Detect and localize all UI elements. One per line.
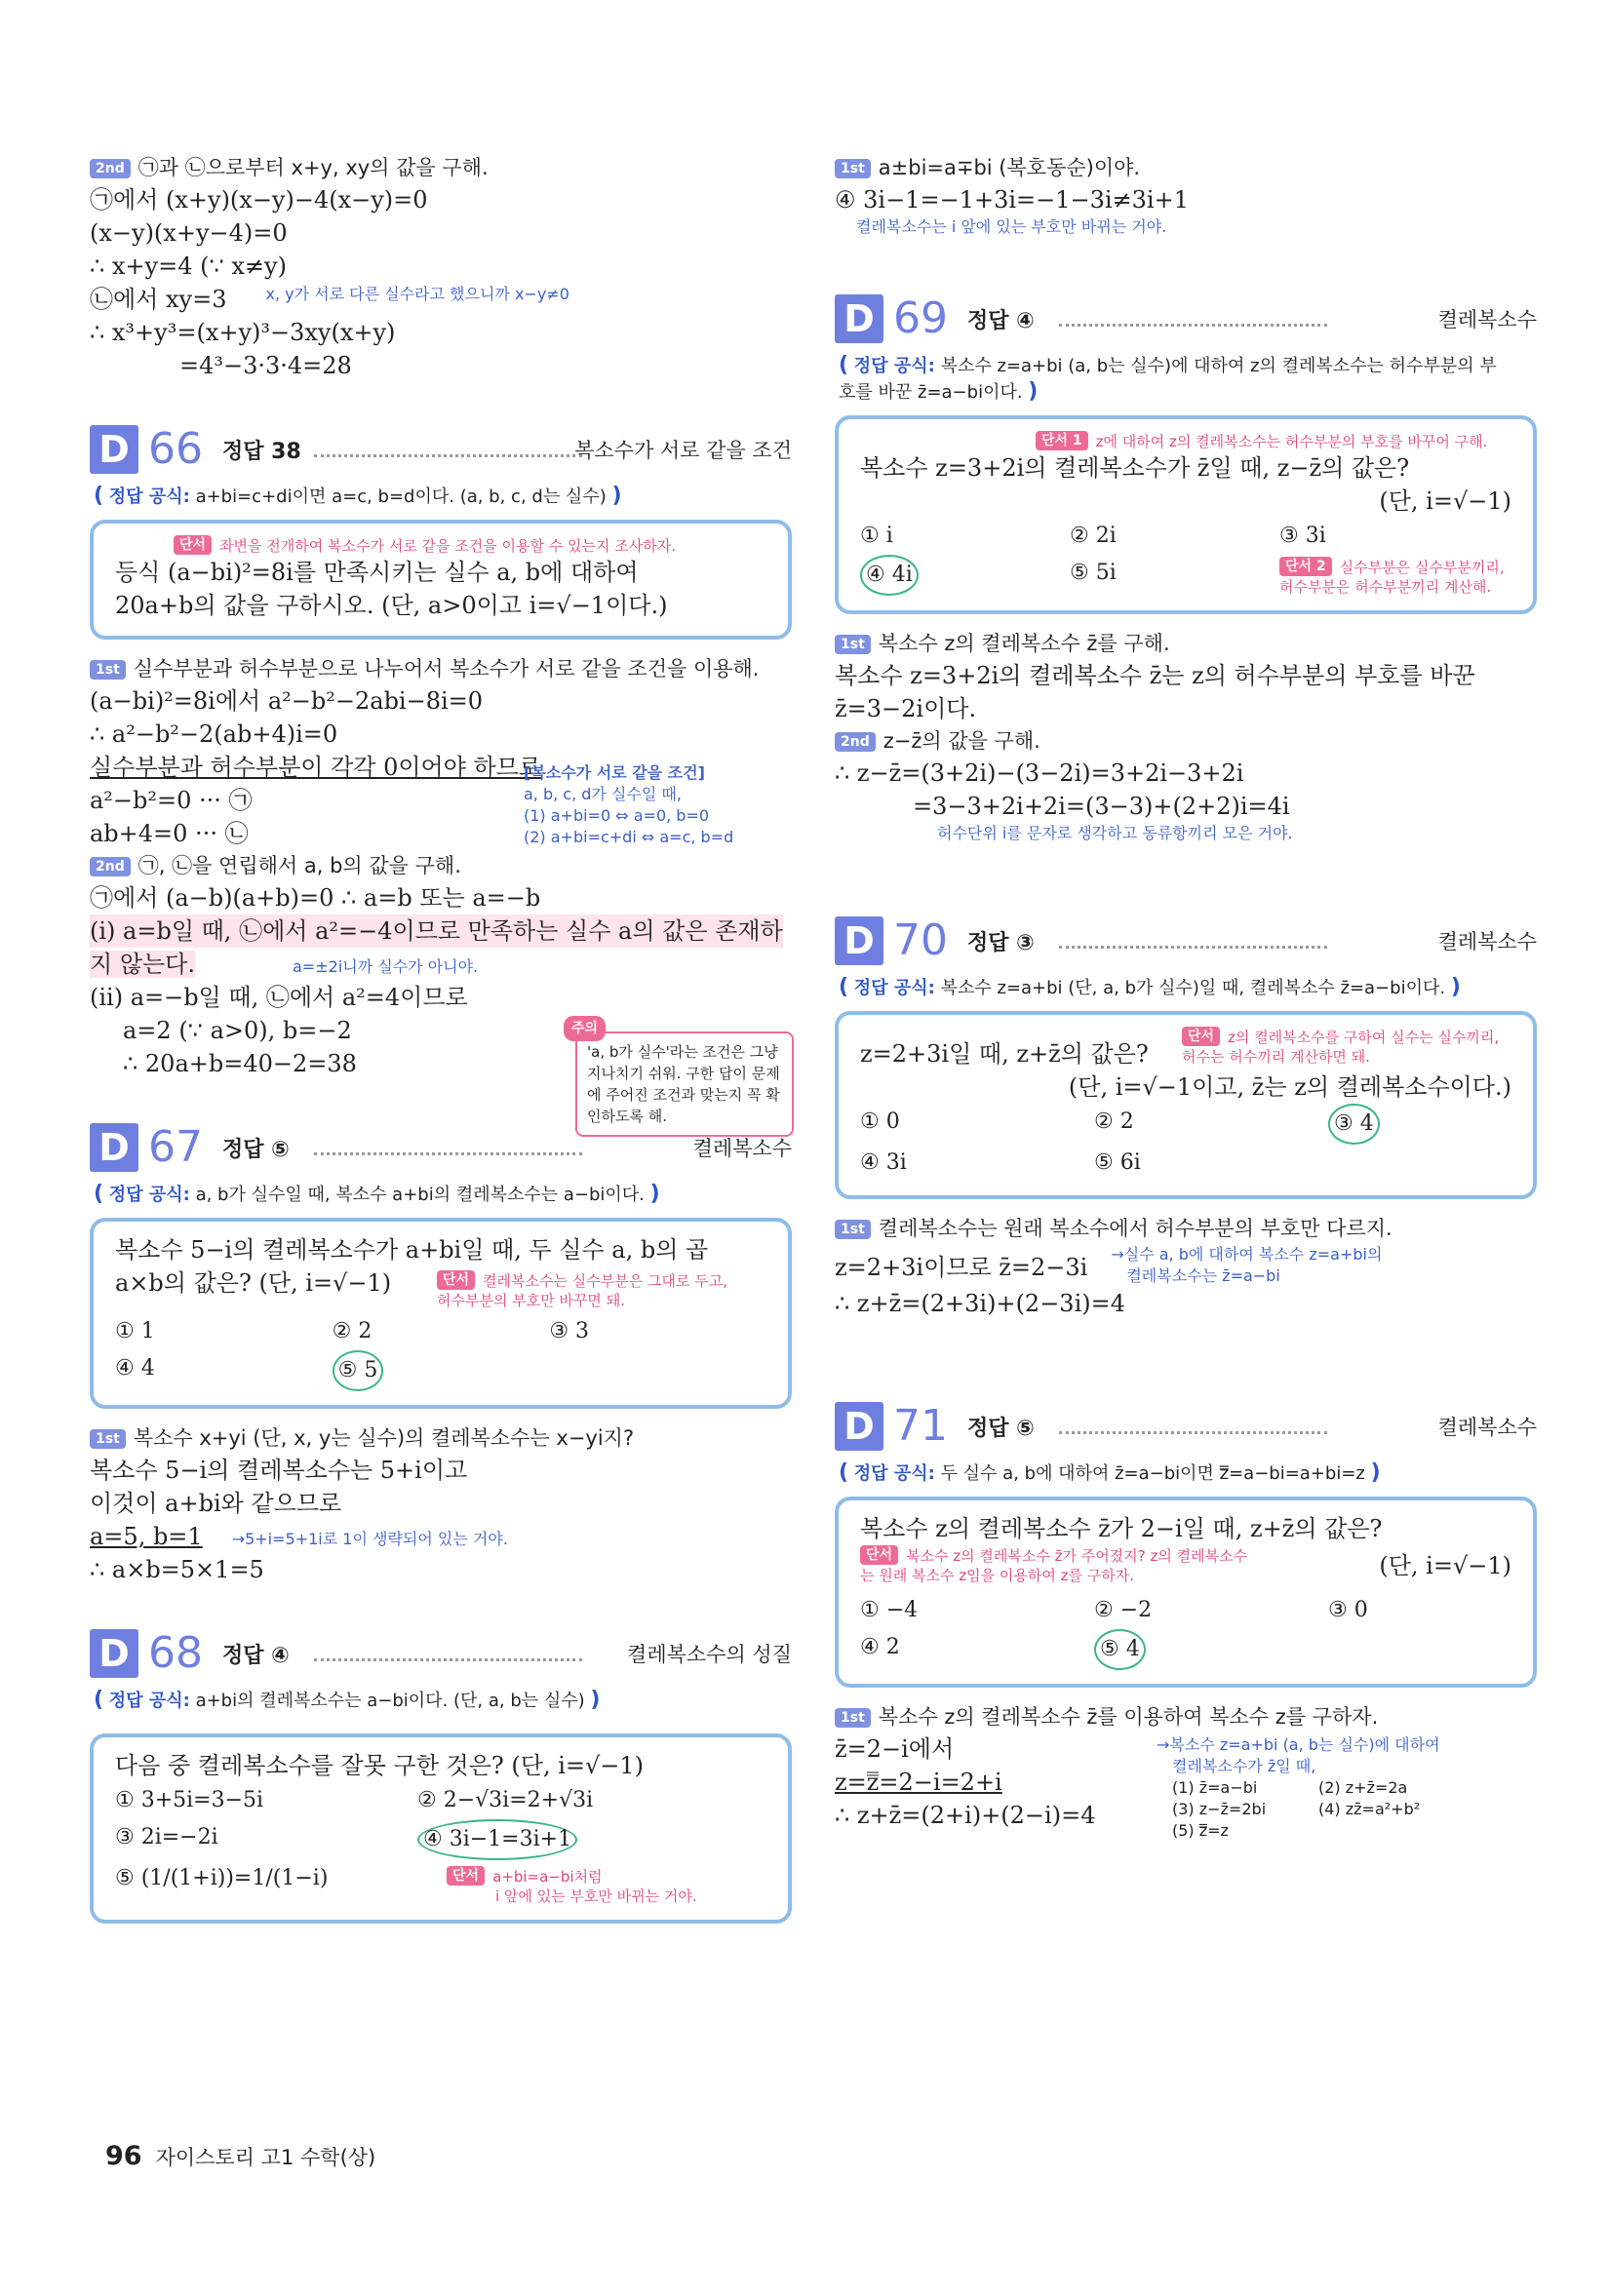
choice: ④ 4: [115, 1356, 155, 1381]
margin-note: →실수 a, b에 대하여 복소수 z=a+bi의 켤레복소수는 z̄=a−bi: [1111, 1245, 1383, 1285]
problem-number: 70: [893, 915, 948, 965]
question-box-67: [90, 1218, 792, 1409]
solution-line: a=5, b=1: [90, 1523, 203, 1550]
solution-line: ∴ z+z̄=(2+i)+(2−i)=4: [835, 1802, 1096, 1829]
solution-68-step1: 1st a±bi=a∓bi (복호동순)이야. ④ 3i−1=−1+3i=−1−3i≠3i+1 켤레복소수는 i 앞에 있는 부호만 바뀌는 거야.: [835, 152, 1537, 238]
problem-header-69: [835, 291, 1537, 351]
solution-line: z̄=3−2i이다.: [835, 695, 977, 722]
property-item: (2) z+z̄=2a: [1318, 1778, 1408, 1797]
choice: ⑤ 5i: [1070, 561, 1117, 585]
choice: ③ 3i: [1279, 524, 1326, 548]
caution-tag: 주의: [564, 1016, 606, 1041]
problem-header-70: [835, 913, 1537, 973]
page-footer: [105, 2141, 375, 2171]
solution-line: 이것이 a+bi와 같으므로: [90, 1490, 342, 1517]
question-condition: (단, i=√−1이고, z̄는 z의 켤레복소수이다.): [1068, 1073, 1511, 1101]
question-box-68: [90, 1733, 792, 1924]
dot-leader: [1059, 324, 1327, 327]
margin-note: a=±2i니까 실수가 아니야.: [293, 957, 479, 976]
answer-formula: ( 정답 공식: 두 실수 a, b에 대하여 z̄=a−bi이면 z̿=a−bi=a+bi=z ): [839, 1460, 1381, 1485]
answer-label: 정답 ⑤: [222, 1138, 290, 1162]
choice: ② −2: [1094, 1598, 1153, 1622]
problem-letter: D: [90, 1629, 138, 1678]
question-text: 복소수 z=3+2i의 켤레복소수가 z̄일 때, z−z̄의 값은?: [860, 454, 1410, 482]
question-text: 복소수 5−i의 켤레복소수가 a+bi일 때, 두 실수 a, b의 곱: [115, 1236, 709, 1264]
question-text: 다음 중 켤레복소수를 잘못 구한 것은? (단, i=√−1): [115, 1752, 645, 1779]
margin-note: →5+i=5+1i로 1이 생략되어 있는 거야.: [231, 1530, 508, 1548]
solution-line: ∴ z+z̄=(2+3i)+(2−3i)=4: [835, 1290, 1125, 1317]
problem-letter: D: [90, 425, 138, 474]
step-title: 켤레복소수는 원래 복소수에서 허수부분의 부호만 다르지.: [878, 1217, 1392, 1240]
solution-line: 실수부분과 허수부분이 각각 0이어야 하므로: [90, 754, 542, 781]
question-box-69: [835, 415, 1537, 614]
problem-number: 67: [148, 1122, 203, 1172]
choice-list: [860, 1104, 1511, 1182]
correct-choice: ④ 4i: [860, 555, 919, 596]
choice: ③ 2i=−2i: [115, 1825, 218, 1849]
correct-choice: ③ 4: [1328, 1104, 1380, 1145]
choice: ① 1: [115, 1319, 155, 1343]
step-title: z−z̄의 값을 구해.: [882, 729, 1040, 753]
solution-line: ab+4=0 ··· ㉡: [90, 820, 249, 847]
caution-box: 주의 'a, b가 실수'라는 조건은 그냥 지나치기 쉬워. 구한 답이 문제에 주어진 조건과 맞는지 꼭 확인하도록 해.: [575, 1031, 794, 1137]
choice: ③ 0: [1328, 1598, 1368, 1622]
problem-letter: D: [835, 916, 883, 965]
solution-line: ∴ x³+y³=(x+y)³−3xy(x+y): [90, 319, 396, 346]
problem-number: 66: [148, 424, 203, 474]
correct-choice: ④ 3i−1=3i+1: [417, 1819, 577, 1860]
dot-leader: [1059, 1431, 1327, 1434]
solution-line: =3−3+2i+2i=(3−3)+(2+2)i=4i: [913, 793, 1290, 820]
solution-67: 1st 복소수 x+yi (단, x, y는 실수)의 켤레복소수는 x−yi지? 복소수 5−i의 켤레복소수는 5+i이고 이것이 a+bi와 같으므로 a=5, b=1 →5+i=5+1i로 1이 생략되어 있는 거야. ∴ a×b=5×1=5: [90, 1422, 792, 1586]
topic-label: 복소수가 서로 같을 조건: [574, 439, 792, 462]
solution-line: ∴ z−z̄=(3+2i)−(3−2i)=3+2i−3+2i: [835, 759, 1244, 787]
property-item: (4) zz̄=a²+b²: [1318, 1800, 1421, 1818]
margin-note: 허수단위 i를 문자로 생각하고 동류항끼리 모은 거야.: [937, 824, 1293, 842]
topic-label: 켤레복소수의 성질: [627, 1643, 792, 1666]
question-text: 복소수 z의 켤레복소수 z̄가 2−i일 때, z+z̄의 값은?: [860, 1515, 1383, 1542]
answer-label: 정답 ③: [967, 931, 1035, 955]
solution-line: 복소수 z=3+2i의 켤레복소수 z̄는 z의 허수부분의 부호를 바꾼: [835, 662, 1475, 689]
solution-line: (ii) a=−b일 때, ㉡에서 a²=4이므로: [90, 984, 468, 1011]
clue-note: 단서 1 z에 대하여 z의 켤레복소수는 허수부분의 부호를 바꾸어 구해.: [860, 431, 1511, 451]
clue-note: 단서 좌변을 전개하여 복소수가 서로 같을 조건을 이용할 수 있는지 조사하자.: [115, 535, 766, 556]
question-box-71: [835, 1497, 1537, 1688]
solution-line: a=2 (∵ a>0), b=−2: [123, 1017, 352, 1044]
answer-formula: ( 정답 공식: a+bi의 켤레복소수는 a−bi이다. (단, a, b는 실수) ): [94, 1688, 601, 1712]
answer-label: 정답 ④: [222, 1644, 290, 1668]
property-item: (5) z̿=z: [1172, 1821, 1229, 1840]
step-title: 복소수 x+yi (단, x, y는 실수)의 켤레복소수는 x−yi지?: [133, 1426, 635, 1450]
solution-71: 1st 복소수 z의 켤레복소수 z̄를 이용하여 복소수 z를 구하자. z̄=2−i에서 z=z̿=2−i=2+i ∴ z+z̄=(2+i)+(2−i)=4 →복소수 z=a+bi (a, b는 실수)에 대하여 켤레복소수가 z̄일 때, (1) z̄=a−bi (2) z+z̄=2a (3) z−z̄=2bi (4) zz̄=a²+b² (5) z̿=z: [835, 1701, 1537, 1832]
choice: ① 3+5i=3−5i: [115, 1788, 264, 1812]
choice: ① i: [860, 524, 893, 548]
solution-69: 1st 복소수 z의 켤레복소수 z̄를 구해. 복소수 z=3+2i의 켤레복소수 z̄는 z의 허수부분의 부호를 바꾼 z̄=3−2i이다. 2nd z−z̄의 값을 구해. ∴ z−z̄=(3+2i)−(3−2i)=3+2i−3+2i =3−3+2i+2i=(3−3)+(2+2)i=4i 허수단위 i를 문자로 생각하고 동류항끼리 모은 거야.: [835, 628, 1537, 844]
margin-note: 켤레복소수는 i 앞에 있는 부호만 바뀌는 거야.: [856, 217, 1167, 236]
step-badge: 2nd: [90, 159, 131, 178]
property-note: →복소수 z=a+bi (a, b는 실수)에 대하여 켤레복소수가 z̄일 때, (1) z̄=a−bi (2) z+z̄=2a (3) z−z̄=2bi (4) zz̄=a²+b² (5) z̿=z: [1157, 1734, 1488, 1842]
property-item: (3) z−z̄=2bi: [1172, 1800, 1267, 1818]
problem-number: 69: [893, 293, 948, 343]
solution-70: 1st 켤레복소수는 원래 복소수에서 허수부분의 부호만 다르지. z=2+3i이므로 z̄=2−3i →실수 a, b에 대하여 복소수 z=a+bi의 켤레복소수는 z̄=a−bi ∴ z+z̄=(2+3i)+(2−3i)=4: [835, 1213, 1537, 1320]
question-box-70: [835, 1011, 1537, 1199]
problem-header-71: [835, 1398, 1537, 1459]
choice-list: [115, 1313, 766, 1391]
solution-line: ∴ a²−b²−2(ab+4)i=0: [90, 720, 338, 748]
choice: ② 2: [332, 1319, 373, 1343]
correct-choice: ⑤ 5: [333, 1350, 384, 1391]
step-title: ㉠과 ㉡으로부터 x+y, xy의 값을 구해.: [137, 156, 489, 179]
solution-line: (x−y)(x+y−4)=0: [90, 219, 288, 247]
property-item: (1) z̄=a−bi: [1172, 1778, 1258, 1797]
answer-formula: ( 정답 공식: 복소수 z=a+bi (단, a, b가 실수)일 때, 켤레복소수 z̄=a−bi이다. ): [839, 975, 1461, 999]
question-text: z=2+3i일 때, z+z̄의 값은?: [860, 1040, 1149, 1068]
answer-label: 정답 ④: [967, 309, 1035, 333]
condition-note: [복소수가 서로 같을 조건] a, b, c, d가 실수일 때, (1) a+bi=0 ⇔ a=0, b=0 (2) a+bi=c+di ⇔ a=c, b=d: [524, 763, 734, 846]
clue-note: 단서 a+bi=a−bi처럼 i 앞에 있는 부호만 바뀌는 거야.: [417, 1860, 766, 1906]
topic-label: 켤레복소수: [1437, 1416, 1537, 1439]
step-title: 복소수 z의 켤레복소수 z̄를 이용하여 복소수 z를 구하자.: [878, 1705, 1379, 1729]
solution-line: ∴ a×b=5×1=5: [90, 1556, 264, 1583]
solution-line: (a−bi)²=8i에서 a²−b²−2abi−8i=0: [90, 687, 484, 715]
answer-label: 정답 38: [222, 440, 301, 464]
solution-line: ㉡에서 xy=3: [90, 286, 227, 313]
step-title: ㉠, ㉡을 연립해서 a, b의 값을 구해.: [137, 854, 461, 877]
step-title: 복소수 z의 켤레복소수 z̄를 구해.: [878, 632, 1170, 655]
solution-line: ㉠에서 (a−b)(a+b)=0 ∴ a=b 또는 a=−b: [90, 884, 541, 912]
dot-leader: [314, 1658, 582, 1661]
choice-list: [860, 518, 1511, 597]
solution-line: (i) a=b일 때, ㉡에서 a²=−4이므로 만족하는 실수 a의 값은 존재하: [90, 915, 783, 948]
problem-number: 71: [893, 1401, 948, 1451]
book-title: 자이스토리 고1 수학(상): [155, 2146, 376, 2169]
topic-label: 켤레복소수: [1437, 308, 1537, 331]
question-text: 등식 (a−bi)²=8i를 만족시키는 실수 a, b에 대하여: [115, 559, 639, 586]
choice: ① −4: [860, 1598, 919, 1622]
clue-note: 단서 켤레복소수는 실수부분은 그대로 두고, 허수부분의 부호만 바꾸면 돼.: [437, 1272, 727, 1309]
solution-line: a²−b²=0 ··· ㉠: [90, 787, 253, 814]
question-text: a×b의 값은? (단, i=√−1): [115, 1269, 392, 1297]
choice: ① 0: [860, 1109, 900, 1134]
step-title: 실수부분과 허수부분으로 나누어서 복소수가 서로 같을 조건을 이용해.: [133, 657, 760, 681]
solution-prev-step2: [90, 152, 792, 382]
choice: ⑤ (1/(1+i))=1/(1−i): [115, 1866, 329, 1890]
step-title: a±bi=a∓bi (복호동순)이야.: [878, 156, 1141, 179]
clue-note: 단서 2 실수부분은 실수부분끼리, 허수부분은 허수부분끼리 계산해.: [1279, 559, 1505, 596]
left-column: [90, 146, 792, 1937]
problem-letter: D: [90, 1123, 138, 1172]
problem-header-67: [90, 1119, 792, 1180]
solution-line: ∴ x+y=4 (∵ x≠y): [90, 253, 287, 280]
choice: ② 2: [1094, 1109, 1134, 1134]
page-number: 96: [105, 2141, 142, 2171]
solution-line: z=z̿=2−i=2+i: [835, 1769, 1002, 1796]
answer-formula: ( 정답 공식: 복소수 z=a+bi (a, b는 실수)에 대하여 z의 켤레복소수는 허수부분의 부호를 바꾼 z̄=a−bi이다. ): [839, 353, 1497, 404]
clue-note: 단서 복소수 z의 켤레복소수 z̄가 주어졌지? z의 켤레복소수는 원래 복소수 z임을 이용하여 z를 구하자.: [860, 1547, 1248, 1584]
solution-line: 복소수 5−i의 켤레복소수는 5+i이고: [90, 1457, 468, 1484]
correct-choice: ⑤ 4: [1094, 1629, 1146, 1670]
question-condition: (단, i=√−1): [1379, 1552, 1511, 1579]
choice: ④ 2: [860, 1635, 900, 1659]
dot-leader: [314, 454, 582, 457]
solution-line: =4³−3·3·4=28: [179, 352, 352, 379]
dot-leader: [314, 1152, 582, 1155]
choice: ⑤ 6i: [1094, 1150, 1141, 1175]
problem-header-66: [90, 421, 792, 482]
solution-66: 1st 실수부분과 허수부분으로 나누어서 복소수가 서로 같을 조건을 이용해. (a−bi)²=8i에서 a²−b²−2abi−8i=0 ∴ a²−b²−2(ab+4)i=0 실수부분과 허수부분이 각각 0이어야 하므로 a²−b²=0 ··· ㉠ ab+4=0 ··· ㉡ [복소수가 서로 같을 조건] a, b, c, d가 실수일 때, (1) a+bi=0 ⇔ a=0, b=0 (2) a+bi=c+di ⇔ a=c, b=d 2nd ㉠, ㉡을 연립해서 a, b의 값을 구해. ㉠에서 (a−b)(a+b)=0 ∴ a=b 또는 a=−b (i) a=b일 때, ㉡에서 a²=−4이므로 만족하는 실수 a의 값은 존재하 지 않는다. a=±2i니까 실수가 아니야. (ii) a=−b일 때, ㉡에서 a²=4이므로 a=2 (∵ a>0), b=−2 ∴ 20a+b=40−2=38 주의 'a, b가 실수'라는 조건은 그냥 지나치기 쉬워. 구한 답이 문제에 주어진 조건과 맞는지 꼭 확인하도록 해.: [90, 653, 792, 1080]
problem-header-68: [90, 1625, 792, 1686]
answer-label: 정답 ⑤: [967, 1417, 1035, 1441]
question-condition: (단, i=√−1): [1379, 487, 1511, 515]
question-text: 20a+b의 값을 구하시오. (단, a>0이고 i=√−1이다.): [115, 592, 668, 619]
choice: ② 2i: [1070, 524, 1117, 548]
solution-line: ④ 3i−1=−1+3i=−1−3i≠3i+1: [835, 186, 1189, 214]
solution-line: ∴ 20a+b=40−2=38: [123, 1050, 357, 1077]
answer-formula: ( 정답 공식: a+bi=c+di이면 a=c, b=d이다. (a, b, c, d는 실수) ): [94, 484, 622, 508]
question-box-66: [90, 520, 792, 640]
right-column: [835, 146, 1537, 1840]
solution-line: ㉠에서 (x+y)(x−y)−4(x−y)=0: [90, 186, 428, 214]
margin-note: x, y가 서로 다른 실수라고 했으니까 x−y≠0: [265, 285, 569, 303]
topic-label: 켤레복소수: [692, 1137, 792, 1160]
solution-line: 지 않는다.: [90, 951, 195, 978]
dot-leader: [1059, 946, 1327, 949]
topic-label: 켤레복소수: [1437, 930, 1537, 953]
choice: ② 2−√3i=2+√3i: [417, 1788, 594, 1812]
answer-formula: ( 정답 공식: a, b가 실수일 때, 복소수 a+bi의 켤레복소수는 a−bi이다. ): [94, 1182, 660, 1206]
problem-letter: D: [835, 1402, 883, 1451]
choice: ④ 3i: [860, 1150, 907, 1175]
solution-line: z=2+3i이므로 z̄=2−3i: [835, 1254, 1088, 1281]
choice-list: [115, 1782, 766, 1906]
solution-line: z̄=2−i에서: [835, 1735, 955, 1763]
clue-note: 단서 z의 켤레복소수를 구하여 실수는 실수끼리, 허수는 허수끼리 계산하면 돼.: [1182, 1029, 1500, 1066]
choice: ③ 3: [549, 1319, 590, 1343]
choice-list: [860, 1592, 1511, 1670]
problem-number: 68: [148, 1628, 203, 1678]
problem-letter: D: [835, 294, 883, 343]
